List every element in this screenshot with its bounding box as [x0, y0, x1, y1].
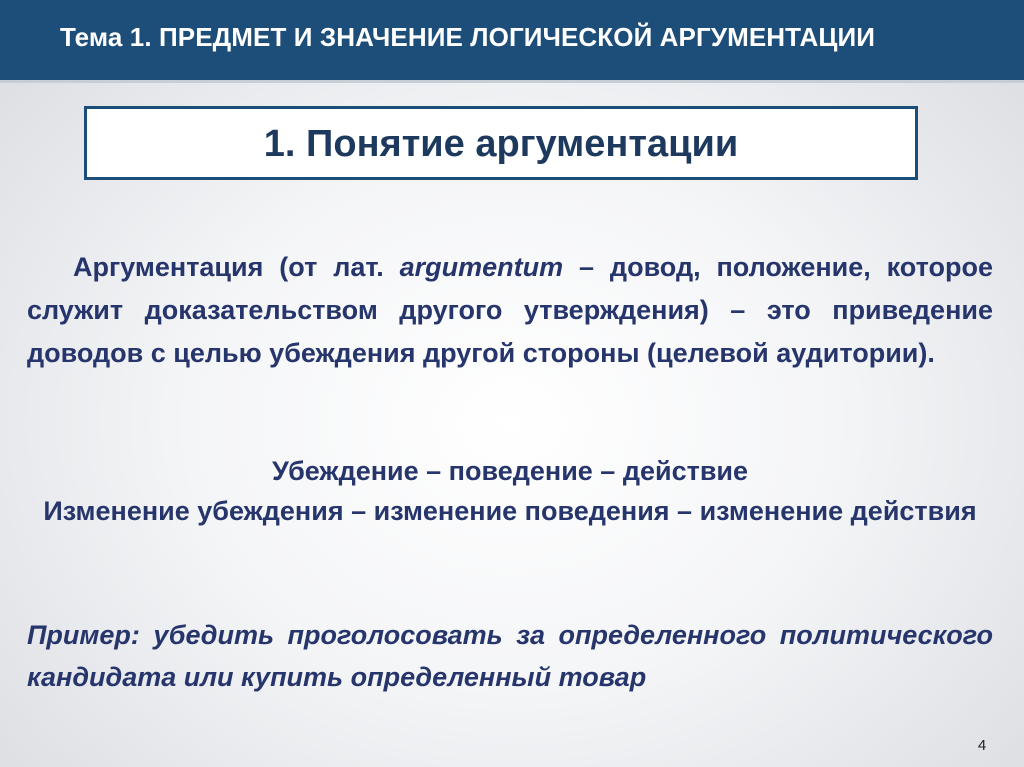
section-title: 1. Понятие аргументации	[263, 123, 739, 165]
chain-line-2: Изменение убеждения – изменение поведения – изменение действия	[43, 496, 977, 526]
chain-line-1: Убеждение – поведение – действие	[271, 456, 749, 486]
latin-term: argumentum	[399, 252, 564, 282]
section-title-box	[84, 106, 918, 180]
slide-header	[0, 0, 1024, 83]
definition-text-end: – довод, положение, которое служит доказательством другого утверждения) – это приведение доводов с целью убеждения другой стороны (целевой аудитории).	[27, 252, 993, 368]
belief-behavior-chain	[27, 451, 993, 531]
slide-topic-title: Тема 1. ПРЕДМЕТ И ЗНАЧЕНИЕ ЛОГИЧЕСКОЙ АРГУМЕНТАЦИИ	[60, 22, 876, 52]
example-paragraph: Пример: убедить проголосовать за определенного политического кандидата или купить определенный товар	[27, 620, 993, 692]
definition-text-start: Аргументация (от лат.	[73, 252, 400, 282]
definition-paragraph	[27, 246, 993, 375]
page-number: 4	[977, 737, 987, 754]
